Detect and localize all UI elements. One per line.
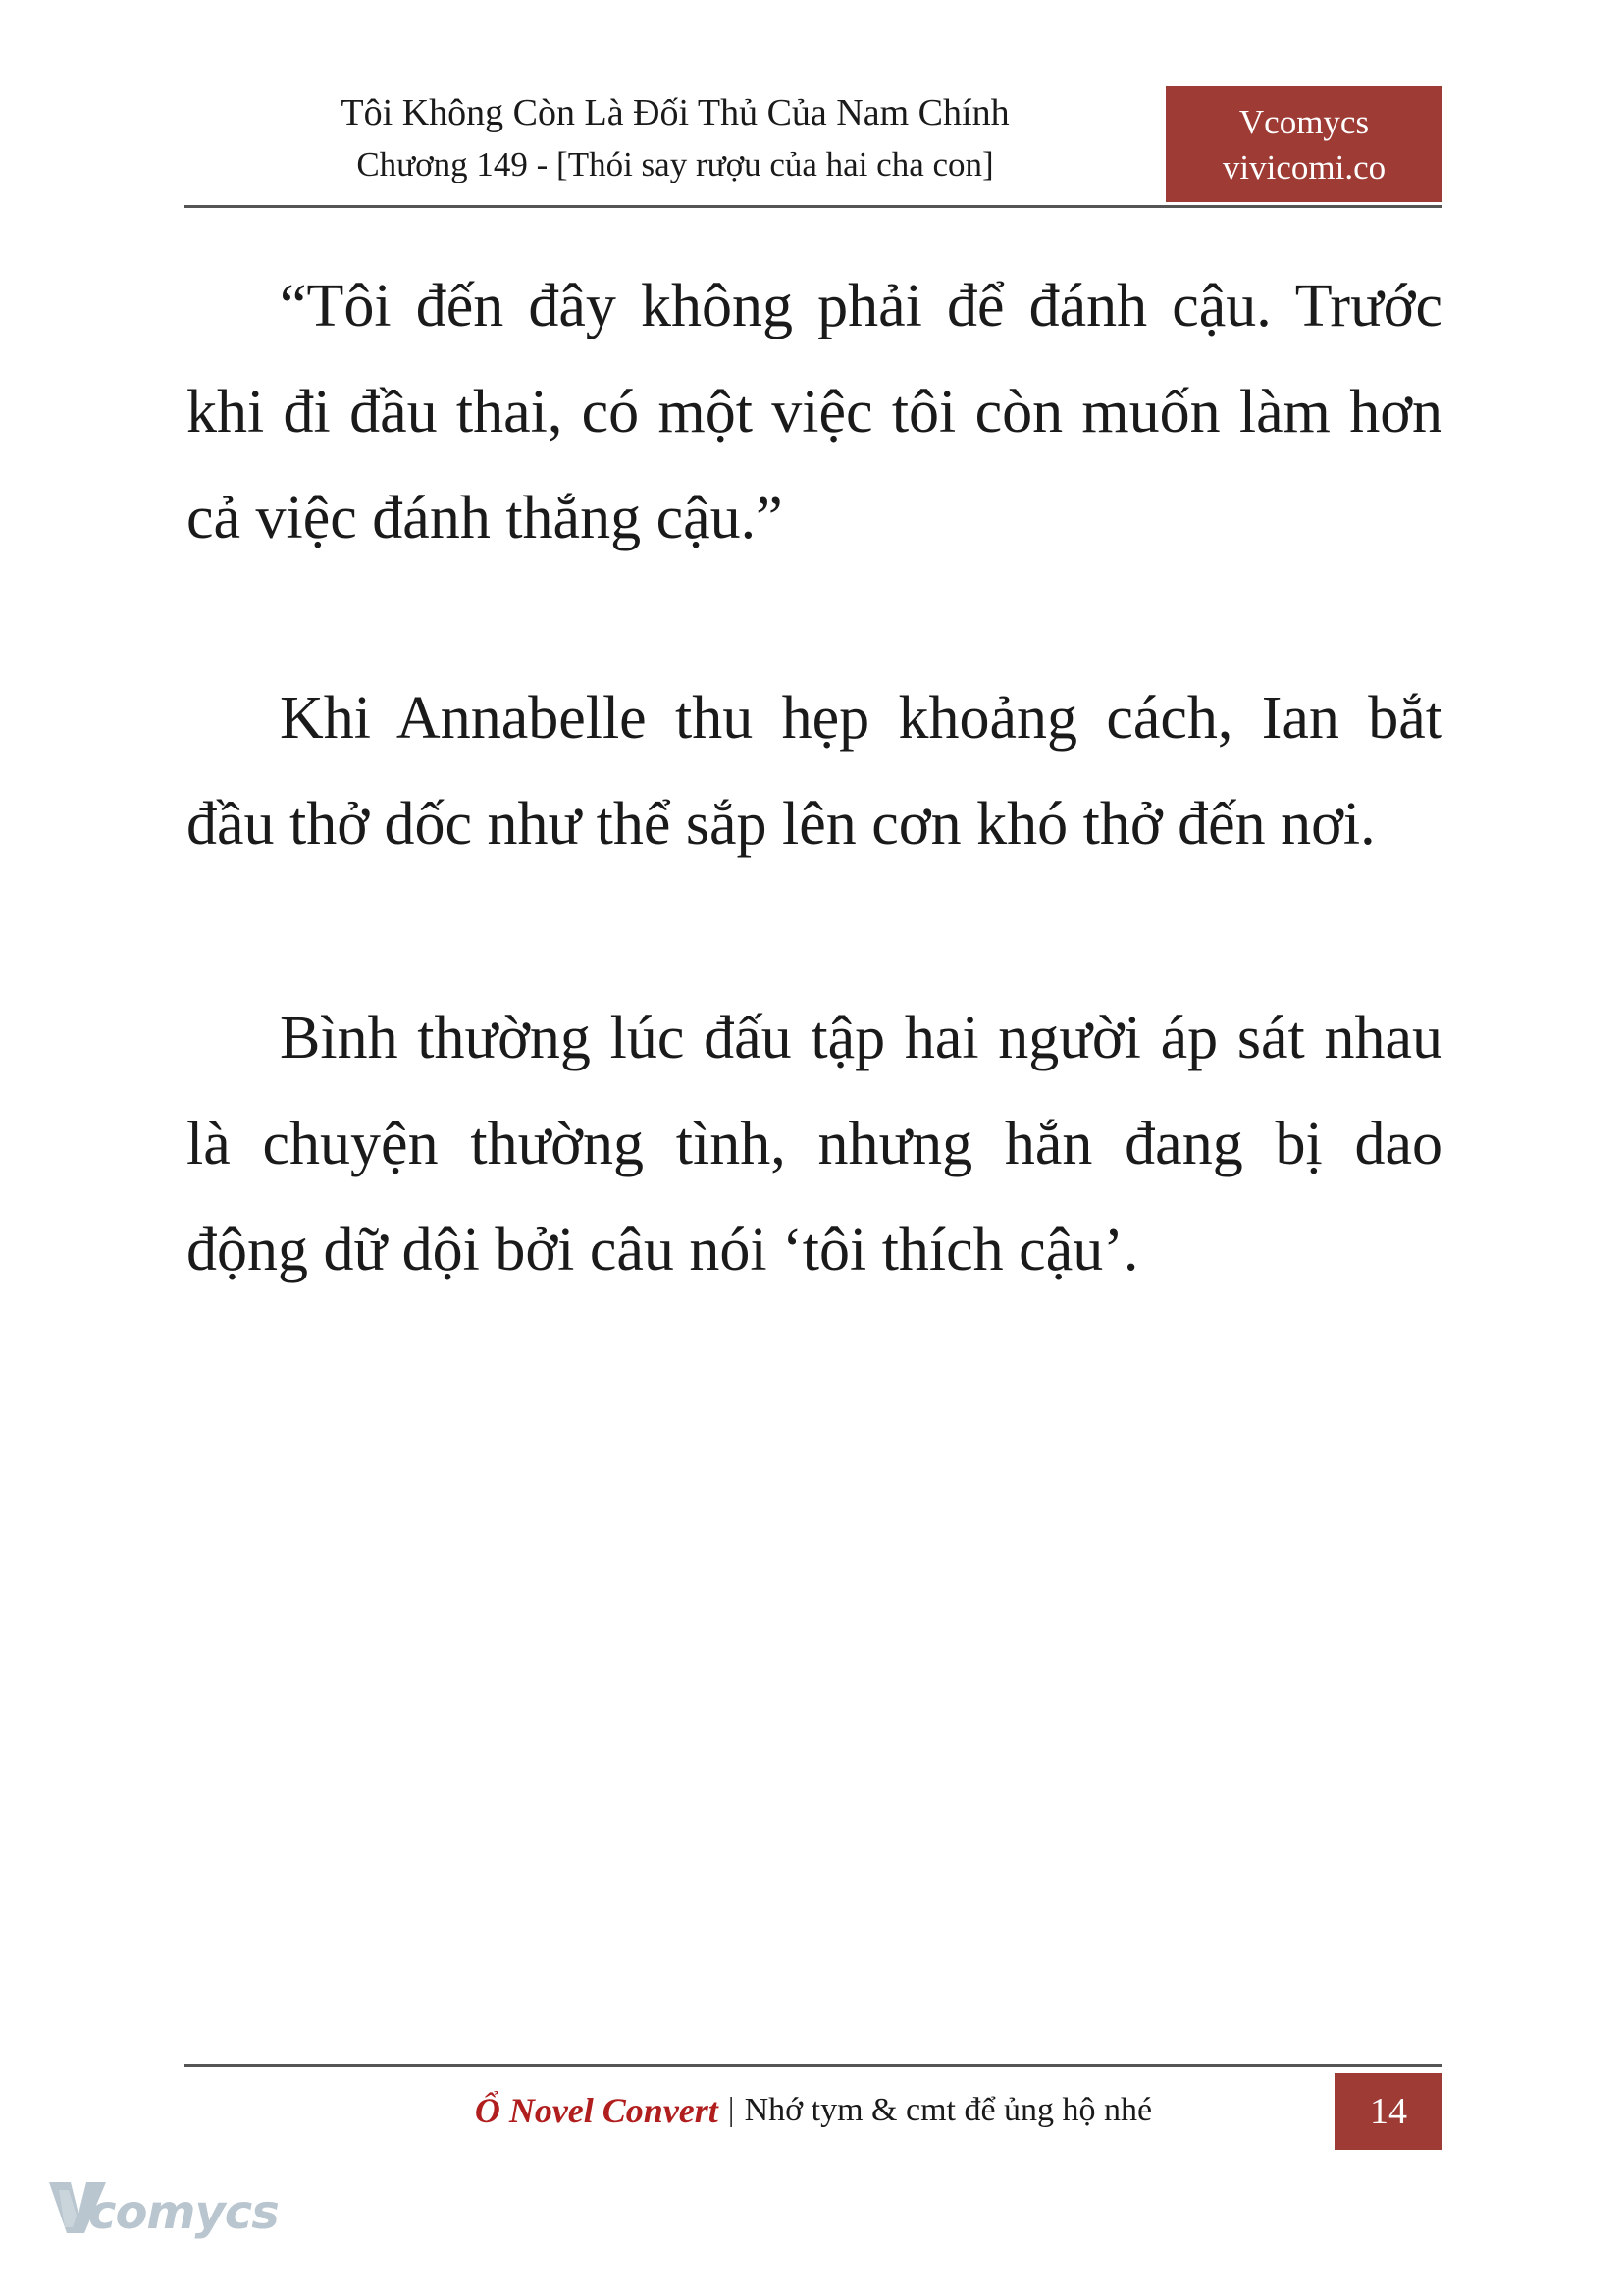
header-titles <box>184 86 1166 190</box>
site-badge <box>1166 86 1442 202</box>
watermark-text: comycs <box>88 2185 279 2240</box>
footer-note: Nhớ tym & cmt để ủng hộ nhé <box>744 2091 1153 2128</box>
page-header <box>184 86 1442 208</box>
footer-brand: Ổ Novel Convert <box>474 2090 718 2130</box>
paragraph: Bình thường lúc đấu tập hai người áp sát nhau là chuyện thường tình, nhưng hắn đang bị dao động dữ dội bởi câu nói ‘tôi thích cậu’. <box>186 1005 1442 1283</box>
site-badge-name: Vcomycs <box>1238 103 1370 141</box>
vcomycs-watermark <box>45 2170 279 2255</box>
footer-credit <box>184 2067 1442 2153</box>
chapter-title: Chương 149 - [Thói say rượu của hai cha con] <box>356 145 994 183</box>
site-badge-url: vivicomi.co <box>1222 148 1387 186</box>
footer-separator: | <box>727 2091 735 2128</box>
book-title: Tôi Không Còn Là Đối Thủ Của Nam Chính <box>341 92 1010 133</box>
paragraph: Khi Annabelle thu hẹp khoảng cách, Ian bắt đầu thở dốc như thể sắp lên cơn khó thở đến nơi. <box>186 685 1442 858</box>
page-content <box>186 253 1442 1303</box>
page-footer <box>184 2064 1442 2153</box>
page-number-badge: 14 <box>1335 2073 1442 2150</box>
paragraph: “Tôi đến đây không phải để đánh cậu. Trước khi đi đầu thai, có một việc tôi còn muốn làm hơn cả việc đánh thắng cậu.” <box>186 273 1442 551</box>
